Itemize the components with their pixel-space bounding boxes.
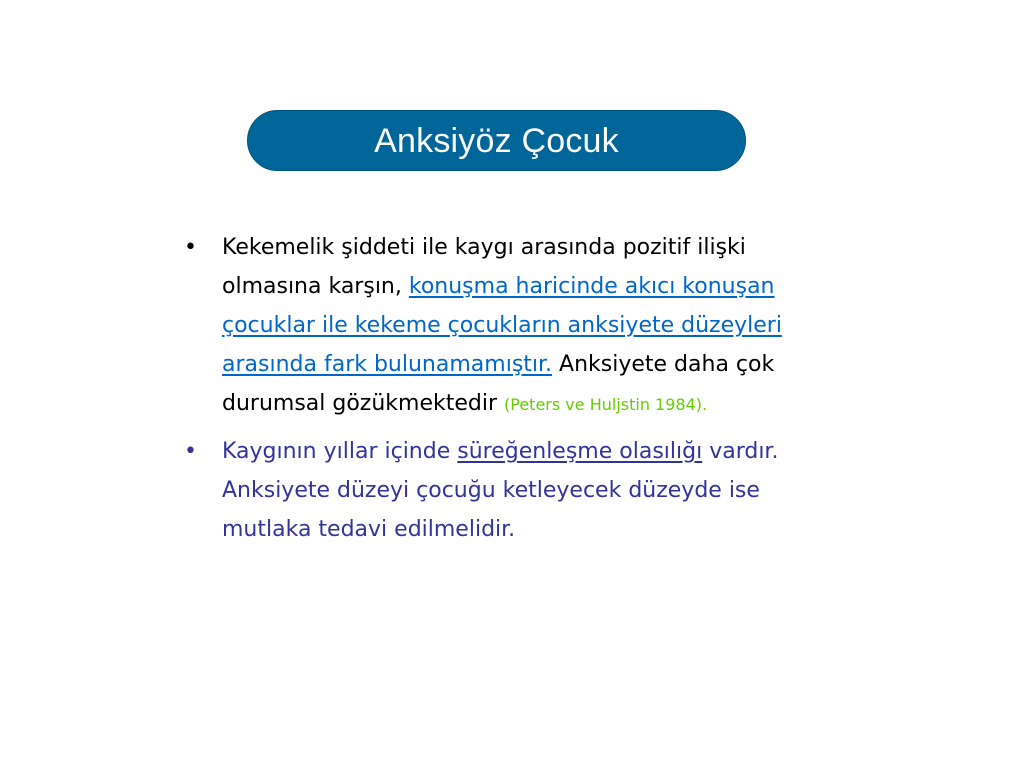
- bullet-marker: •: [184, 439, 197, 464]
- bullet-text: vardır. Anksiyete düzeyi çocuğu ketleyecek düzeyde ise mutlaka tedavi edilmelidir.: [222, 439, 779, 542]
- bullet-text: Kekemelik şiddeti ile kaygı arasında pozitif ilişki olmasına karşın,: [222, 235, 746, 299]
- bullet-text: Kaygının yıllar içinde: [222, 439, 458, 464]
- citation: (Peters ve Huljstin 1984).: [504, 395, 708, 414]
- bullet-item-tedavi: [180, 432, 840, 549]
- slide-title-banner: [247, 110, 746, 171]
- bullet-text: Anksiyete daha çok durumsal gözükmektedir: [222, 352, 775, 416]
- hyperlink-akici-konusan-cocuklar[interactable]: konuşma haricinde akıcı konuşan çocuklar ile kekeme çocukların anksiyete düzeyleri arasında fark bulunamamıştır.: [222, 274, 782, 377]
- bullet-marker: •: [184, 235, 197, 260]
- bullet-item-kaygi-iliskisi: [180, 228, 840, 424]
- slide-body: [180, 228, 840, 557]
- slide-title: Anksiyöz Çocuk: [374, 121, 619, 160]
- hyperlink-sureğenlesme-olasiligi[interactable]: süreğenleşme olasılığı: [457, 439, 703, 464]
